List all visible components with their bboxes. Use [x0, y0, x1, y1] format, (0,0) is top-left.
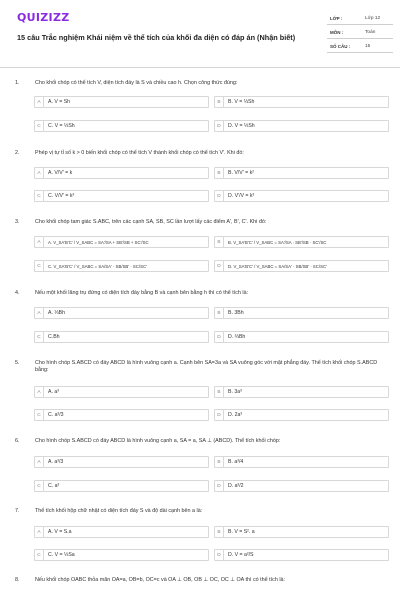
info-label: SỐ CÂU :: [330, 44, 351, 49]
option-text: D. a³/2: [228, 483, 244, 489]
answer-option[interactable]: [34, 480, 209, 492]
option-text: D. 2a³: [228, 412, 243, 418]
answer-option[interactable]: [214, 386, 389, 398]
answer-option[interactable]: [214, 96, 389, 108]
option-text: B. V = ⅓Sh: [228, 99, 255, 105]
option-letter: D: [215, 332, 224, 343]
question-number: 6.: [15, 438, 20, 444]
question-text: Thể tích khối hộp chữ nhật có diện tích đáy S và độ dài cạnh bên a là:: [35, 508, 203, 514]
answer-option[interactable]: [34, 456, 209, 468]
option-text: C. V = ⅓Sa: [48, 552, 75, 558]
question-text: Cho khối chóp có thể tích V, diện tích đáy là S và chiều cao h. Chọn công thức đúng:: [35, 80, 238, 86]
answer-option[interactable]: [34, 167, 209, 179]
question-number: 5.: [15, 360, 20, 366]
option-text: C. V = ⅓Sh: [48, 123, 75, 129]
answer-option[interactable]: [34, 526, 209, 538]
answer-option[interactable]: [34, 307, 209, 319]
answer-option[interactable]: [214, 331, 389, 343]
option-letter: A: [35, 387, 44, 398]
option-text: C. a³: [48, 483, 60, 489]
option-letter: B: [215, 387, 224, 398]
option-text: C. a³/3: [48, 412, 64, 418]
info-value: 15: [365, 44, 371, 49]
answer-option[interactable]: [34, 549, 209, 561]
info-value: Lớp 12: [365, 16, 381, 21]
option-letter: A: [35, 168, 44, 179]
info-row-subject: [327, 27, 393, 39]
option-text: A. V = S.a: [48, 529, 72, 535]
answer-option[interactable]: [214, 480, 389, 492]
question-text: Cho hình chóp S.ABCD có đáy ABCD là hình vuông cạnh a, SA = a, SA ⊥ (ABCD). Thể tích khối chóp:: [35, 438, 281, 444]
info-row-count: [327, 41, 393, 53]
option-text: D. V'/V = k³: [228, 193, 255, 199]
option-text: A. ⅓Bh: [48, 310, 66, 316]
option-letter: C: [35, 481, 44, 492]
option-text: D. V_SA'B'C' / V_SABC = SA/SA' · SB/SB' · SC/SC': [228, 264, 327, 269]
info-label: LỚP :: [330, 16, 343, 21]
question-number: 7.: [15, 508, 20, 514]
option-letter: A: [35, 237, 44, 248]
option-text: A. V_SA'B'C' / V_SABC = SA'/SA + SB'/SB + SC'/SC: [48, 240, 149, 245]
answer-option[interactable]: [214, 167, 389, 179]
option-letter: C: [35, 410, 44, 421]
answer-option[interactable]: [214, 236, 389, 248]
option-text: D. V = ⅓Sh: [228, 123, 255, 129]
option-text: B. a³/4: [228, 459, 244, 465]
answer-option[interactable]: [214, 456, 389, 468]
option-letter: A: [35, 527, 44, 538]
option-letter: C: [35, 332, 44, 343]
page-title: 15 câu Trắc nghiệm Khái niệm về thể tích của khối đa diện có đáp án (Nhận biết): [17, 33, 296, 42]
option-text: B. 3Bh: [228, 310, 244, 316]
option-letter: B: [215, 237, 224, 248]
question-number: 4.: [15, 290, 20, 296]
answer-option[interactable]: [34, 386, 209, 398]
option-letter: D: [215, 481, 224, 492]
header-divider: [0, 67, 400, 68]
answer-option[interactable]: [214, 260, 389, 272]
option-letter: A: [35, 457, 44, 468]
question-number: 3.: [15, 219, 20, 225]
quizizz-logo[interactable]: QUIZIZZ: [17, 11, 70, 24]
option-text: C. V/V' = k³: [48, 193, 75, 199]
option-letter: D: [215, 550, 224, 561]
option-text: C. V_SA'B'C' / V_SABC = SA/SA' · SB/SB' · SC/SC': [48, 264, 147, 269]
option-letter: D: [215, 261, 224, 272]
question-number: 1.: [15, 80, 20, 86]
answer-option[interactable]: [214, 120, 389, 132]
info-label: MÔN :: [330, 30, 344, 35]
option-text: A. a³: [48, 389, 59, 395]
option-letter: D: [215, 410, 224, 421]
option-letter: B: [215, 97, 224, 108]
option-letter: B: [215, 457, 224, 468]
answer-option[interactable]: [214, 409, 389, 421]
option-letter: C: [35, 191, 44, 202]
answer-option[interactable]: [34, 331, 209, 343]
answer-option[interactable]: [214, 549, 389, 561]
answer-option[interactable]: [34, 260, 209, 272]
question-text: Phép vị tự tỉ số k > 0 biến khối chóp có thể tích V thành khối chóp có thể tích V'. Khi đó:: [35, 150, 244, 156]
option-text: A. V = Sh: [48, 99, 71, 105]
answer-option[interactable]: [34, 409, 209, 421]
option-text: B. V_SA'B'C' / V_SABC = SA'/SA · SB'/SB · SC'/SC: [228, 240, 327, 245]
answer-option[interactable]: [34, 120, 209, 132]
info-value: Toán: [365, 30, 376, 35]
option-letter: B: [215, 308, 224, 319]
question-text: Nếu khối chóp OABC thỏa mãn OA=a, OB=b, OC=c và OA ⊥ OB, OB ⊥ OC, OC ⊥ OA thì có thể tích là:: [35, 577, 286, 583]
question-number: 2.: [15, 150, 20, 156]
option-letter: C: [35, 121, 44, 132]
option-letter: C: [35, 550, 44, 561]
answer-option[interactable]: [34, 190, 209, 202]
answer-option[interactable]: [214, 526, 389, 538]
answer-option[interactable]: [34, 96, 209, 108]
info-row-class: [327, 13, 393, 25]
option-letter: D: [215, 121, 224, 132]
answer-option[interactable]: [214, 190, 389, 202]
option-text: B. 3a³: [228, 389, 242, 395]
option-letter: A: [35, 97, 44, 108]
option-text: A. a³/3: [48, 459, 64, 465]
worksheet-header: [0, 0, 400, 64]
option-letter: C: [35, 261, 44, 272]
option-letter: D: [215, 191, 224, 202]
option-text: D. V = a²/S: [228, 552, 254, 558]
option-text: B. V/V' = k²: [228, 170, 254, 176]
answer-option[interactable]: [34, 236, 209, 248]
info-box: [327, 13, 393, 57]
option-letter: B: [215, 168, 224, 179]
option-text: B. V = S². a: [228, 529, 255, 535]
option-text: C.Bh: [48, 334, 60, 340]
question-text: Cho hình chóp S.ABCD có đáy ABCD là hình vuông cạnh a. Cạnh bên SA=3a và SA vuông góc với mặt phẳng đáy. Thể tích khối chóp S.ABCD bằng:: [35, 360, 378, 374]
answer-option[interactable]: [214, 307, 389, 319]
option-letter: B: [215, 527, 224, 538]
option-text: A. V/V' = k: [48, 170, 73, 176]
option-letter: A: [35, 308, 44, 319]
question-text: Nếu một khối lăng trụ đứng có diện tích đáy bằng B và cạnh bên bằng h thì có thể tích là:: [35, 290, 249, 296]
option-text: D. ⅔Bh: [228, 334, 246, 340]
question-number: 8.: [15, 577, 20, 583]
question-text: Cho khối chóp tam giác S.ABC, trên các cạnh SA, SB, SC lần lượt lấy các điểm A', B', C'. Khi đó:: [35, 219, 267, 225]
